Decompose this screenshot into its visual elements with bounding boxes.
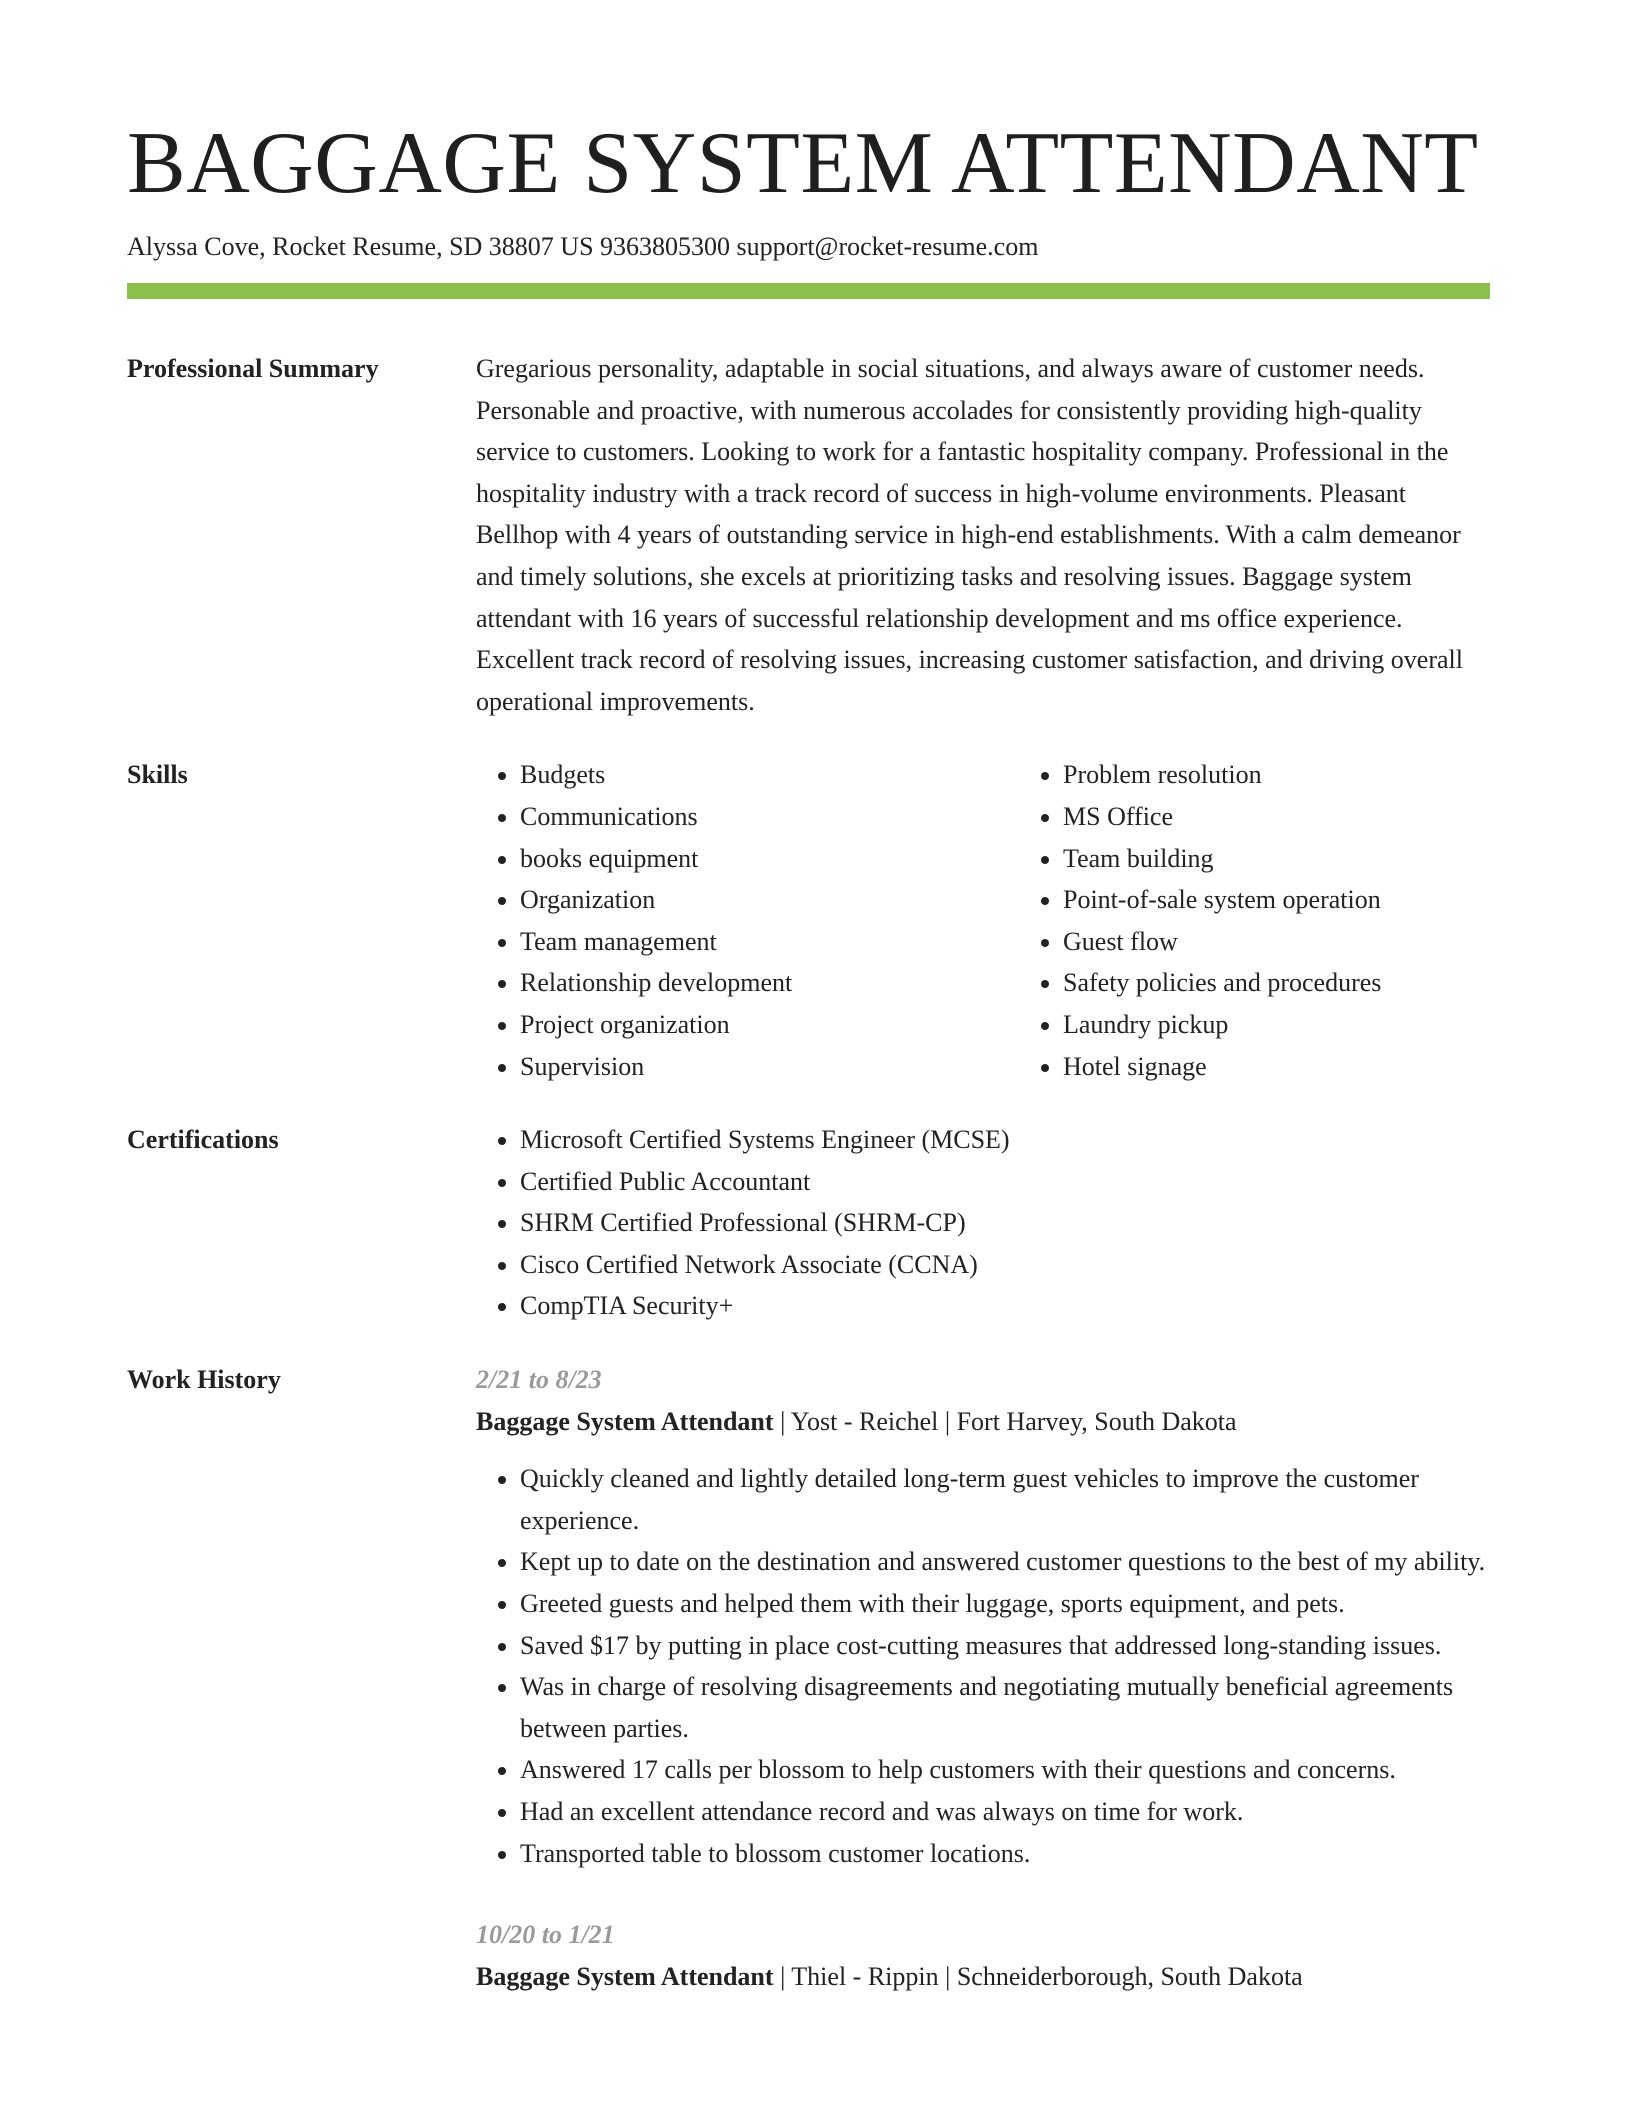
work-history-heading: Work History bbox=[127, 1365, 281, 1395]
summary-heading: Professional Summary bbox=[127, 354, 379, 383]
certification-item: • Microsoft Certified Systems Engineer (MCSE) bbox=[520, 1119, 1490, 1161]
certification-item: • SHRM Certified Professional (SHRM-CP) bbox=[520, 1202, 1490, 1244]
certifications-section bbox=[127, 1119, 1490, 1327]
job-company-location: | Yost - Reichel | Fort Harvey, South Dakota bbox=[773, 1406, 1237, 1436]
skills-body bbox=[476, 754, 1562, 1087]
skill-item: • Team building bbox=[1063, 838, 1562, 880]
summary-section bbox=[127, 348, 1490, 722]
skill-item: • MS Office bbox=[1063, 796, 1562, 838]
skill-item: • Budgets bbox=[520, 754, 1019, 796]
job-duty: • Transported table to blossom customer locations. bbox=[520, 1833, 1490, 1875]
contact-line: Alyssa Cove, Rocket Resume, SD 38807 US 9363805300 support@rocket-resume.com bbox=[127, 232, 1039, 261]
skill-item: • Guest flow bbox=[1063, 921, 1562, 963]
skill-item: • books equipment bbox=[520, 838, 1019, 880]
skill-item: • Safety policies and procedures bbox=[1063, 962, 1562, 1004]
job-duty: • Was in charge of resolving disagreements and negotiating mutually beneficial agreements between parties. bbox=[520, 1666, 1490, 1749]
resume-title: BAGGAGE SYSTEM ATTENDANT bbox=[127, 115, 1479, 212]
certification-item: • CompTIA Security+ bbox=[520, 1285, 1490, 1327]
skill-item: • Organization bbox=[520, 879, 1019, 921]
skills-list-left bbox=[476, 754, 1019, 1087]
certifications-heading: Certifications bbox=[127, 1125, 279, 1155]
job-duty: • Kept up to date on the destination and answered customer questions to the best of my ability. bbox=[520, 1541, 1490, 1583]
certifications-body bbox=[476, 1119, 1490, 1327]
job-duty: • Greeted guests and helped them with their luggage, sports equipment, and pets. bbox=[520, 1583, 1490, 1625]
job-heading bbox=[476, 1956, 1490, 1998]
job-entry bbox=[476, 1914, 1490, 1997]
job-duty: • Saved $17 by putting in place cost-cutting measures that addressed long-standing issues. bbox=[520, 1625, 1490, 1667]
skill-item: • Relationship development bbox=[520, 962, 1019, 1004]
job-duty: • Had an excellent attendance record and was always on time for work. bbox=[520, 1791, 1490, 1833]
skills-list-right bbox=[1019, 754, 1562, 1087]
skill-item: • Project organization bbox=[520, 1004, 1019, 1046]
job-duties-list bbox=[476, 1458, 1490, 1874]
summary-text: Gregarious personality, adaptable in social situations, and always aware of customer needs. Personable and proactive, with numerous accolades for consistently providing high-quality service to customers. Looking to work for a fantastic hospitality company. Professional in the hospitality industry with a track record of success in high-volume environments. Pleasant Bellhop with 4 years of outstanding service in high-end establishments. With a calm demeanor and timely solutions, she excels at prioritizing tasks and resolving issues. Baggage system attendant with 16 years of successful relationship development and ms office experience. Excellent track record of resolving issues, increasing customer satisfaction, and driving overall operational improvements. bbox=[476, 354, 1463, 716]
job-duty: • Quickly cleaned and lightly detailed long-term guest vehicles to improve the customer experience. bbox=[520, 1458, 1490, 1541]
skill-item: • Problem resolution bbox=[1063, 754, 1562, 796]
skills-section bbox=[127, 754, 1490, 1087]
job-duty: • Answered 17 calls per blossom to help customers with their questions and concerns. bbox=[520, 1749, 1490, 1791]
job-heading bbox=[476, 1401, 1490, 1443]
job-title: Baggage System Attendant bbox=[476, 1406, 774, 1436]
job-entry bbox=[476, 1359, 1490, 1874]
skill-item: • Supervision bbox=[520, 1046, 1019, 1088]
certifications-list bbox=[476, 1119, 1490, 1327]
certification-item: • Cisco Certified Network Associate (CCNA) bbox=[520, 1244, 1490, 1286]
certification-item: • Certified Public Accountant bbox=[520, 1161, 1490, 1203]
skill-item: • Team management bbox=[520, 921, 1019, 963]
job-title: Baggage System Attendant bbox=[476, 1961, 774, 1991]
skill-item: • Hotel signage bbox=[1063, 1046, 1562, 1088]
skill-item: • Laundry pickup bbox=[1063, 1004, 1562, 1046]
resume-sections bbox=[127, 348, 1490, 2069]
skill-item: • Point-of-sale system operation bbox=[1063, 879, 1562, 921]
job-company-location: | Thiel - Rippin | Schneiderborough, South Dakota bbox=[773, 1961, 1303, 1991]
skill-item: • Communications bbox=[520, 796, 1019, 838]
job-dates: 2/21 to 8/23 bbox=[476, 1365, 602, 1395]
job-dates: 10/20 to 1/21 bbox=[476, 1920, 615, 1950]
skills-heading: Skills bbox=[127, 760, 188, 790]
work-history-section bbox=[127, 1359, 1490, 2037]
work-history-body bbox=[476, 1359, 1490, 2037]
accent-divider bbox=[127, 283, 1490, 299]
summary-body bbox=[476, 348, 1490, 722]
